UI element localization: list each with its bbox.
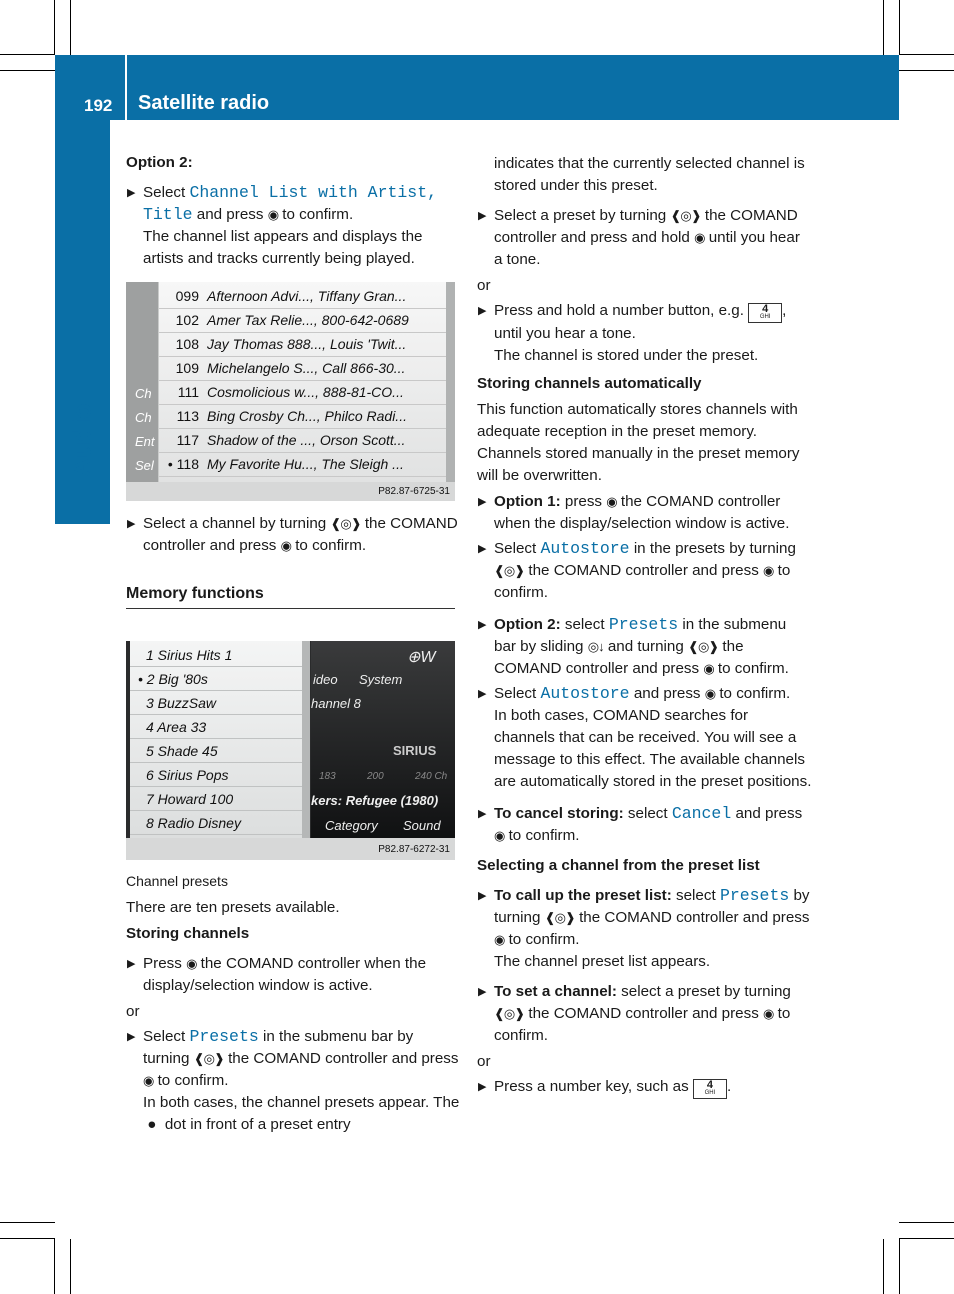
number-key-icon: 4 GHI: [748, 303, 782, 323]
step-note: In both cases, the channel presets appear. The ● dot in front of a preset entry: [143, 1094, 460, 1133]
list-item: 6 Sirius Pops: [130, 763, 302, 787]
crop-mark: [0, 1238, 55, 1239]
header-divider: [125, 55, 127, 120]
instruction-step: ▶ Select Channel List with Artist, Title and press ◉ to confirm.: [127, 183, 437, 224]
step-arrow-icon: ▶: [478, 619, 487, 631]
crop-mark: [899, 70, 954, 71]
list-item: • 118 My Favorite Hu..., The Sleigh ...: [159, 452, 446, 477]
figure-footer: [126, 482, 455, 501]
crop-mark: [70, 0, 71, 55]
list-item: 099 Afternoon Advi..., Tiffany Gran...: [159, 284, 446, 309]
channel-list-screenshot: [126, 282, 455, 501]
crop-mark: [54, 0, 55, 55]
instruction-step: ▶ Option 1: press ◉ the COMAND controller when the display/selection window is active.: [478, 493, 790, 532]
screen-side-menu: Ch Ch Ent Sel: [126, 282, 158, 482]
crop-mark: [899, 1222, 954, 1223]
step-arrow-icon: ▶: [478, 986, 487, 998]
menu-item-code: Presets: [608, 615, 679, 634]
press-controller-icon: ◉: [143, 1073, 154, 1088]
screen-scrollbar: [302, 641, 310, 838]
press-controller-icon: ◉: [186, 956, 197, 971]
step-note: The channel list appears and displays the artists and tracks currently being played.: [143, 228, 423, 267]
list-item: 1 Sirius Hits 1: [130, 643, 302, 667]
continued-text: indicates that the currently selected channel is stored under this preset.: [494, 155, 805, 194]
or-text: or: [477, 277, 491, 294]
step-note: The channel preset list appears.: [494, 953, 711, 970]
crop-mark: [899, 1238, 954, 1239]
list-item: 4 Area 33: [130, 715, 302, 739]
body-text: There are ten presets available.: [126, 899, 340, 916]
crop-mark: [54, 1239, 55, 1294]
step-arrow-icon: ▶: [127, 187, 136, 199]
menu-label: ideo: [313, 672, 338, 687]
frequency-label: 183: [319, 771, 336, 782]
instruction-step: ▶ To call up the preset list: select Presets by turning ❰◎❱ the COMAND controller and press ◉ to confirm.: [477, 885, 812, 951]
instruction-step: ▶ Select Autostore in the presets by turning ❰◎❱ the COMAND controller and press ◉ to confirm.: [478, 539, 796, 601]
page-title: Satellite radio: [138, 92, 270, 114]
heading-rule: [126, 608, 455, 609]
frequency-label: 240 Ch: [415, 771, 448, 782]
press-controller-icon: ◉: [280, 538, 291, 553]
step-arrow-icon: ▶: [127, 1031, 136, 1043]
press-controller-icon: ◉: [763, 563, 774, 578]
or-text: or: [477, 1053, 491, 1070]
press-controller-icon: ◉: [267, 207, 279, 222]
menu-label: Category: [325, 818, 378, 833]
list-item: 117 Shadow of the ..., Orson Scott...: [159, 428, 446, 453]
instruction-step: ▶ Select Presets in the submenu bar by turning ❰◎❱ the COMAND controller and press ◉ to confirm.: [126, 1026, 461, 1092]
step-arrow-icon: ▶: [478, 210, 487, 222]
channel-presets-screenshot: [126, 641, 455, 860]
rotate-controller-icon: ❰◎❱: [544, 910, 575, 925]
brand-logo: SIRIUS: [393, 743, 437, 758]
or-text: or: [126, 1003, 140, 1020]
press-controller-icon: ◉: [494, 932, 505, 947]
press-controller-icon: ◉: [694, 230, 705, 245]
instruction-step: ▶ Press a number key, such as 4 GHI .: [477, 1076, 812, 1099]
instruction-step: ▶ Press ◉ the COMAND controller when the display/selection window is active.: [127, 955, 427, 994]
left-column: [126, 152, 461, 270]
menu-item-code: Autostore: [540, 539, 630, 558]
menu-item-code: Channel List with Artist, Title: [143, 183, 437, 224]
number-key-icon: 4 GHI: [693, 1079, 727, 1099]
page-number: 192: [84, 96, 113, 115]
track-label: kers: Refugee (1980): [311, 793, 439, 808]
step-arrow-icon: ▶: [127, 958, 136, 970]
crop-mark: [883, 1239, 884, 1294]
rotate-controller-icon: ❰◎❱: [688, 639, 719, 654]
menu-item-code: Autostore: [540, 684, 630, 703]
crop-mark: [899, 54, 954, 55]
menu-label: Sound: [403, 818, 441, 833]
press-controller-icon: ◉: [494, 828, 505, 843]
crop-mark: [883, 0, 884, 55]
instruction-step: ▶ To cancel storing: select Cancel and press ◉ to confirm.: [477, 803, 812, 847]
list-item: 5 Shade 45: [130, 739, 302, 763]
rotate-controller-icon: ❰◎❱: [494, 1006, 525, 1021]
instruction-step: ▶ Select a channel by turning ❰◎❱ the COMAND controller and press ◉ to confirm.: [126, 513, 461, 557]
crop-mark: [0, 1222, 55, 1223]
rotate-controller-icon: ❰◎❱: [193, 1051, 224, 1066]
instruction-step: ▶ To set a channel: select a preset by turning ❰◎❱ the COMAND controller and press ◉ to confirm.: [478, 983, 791, 1044]
left-column-bottom: [126, 870, 461, 1136]
list-item: 102 Amer Tax Relie..., 800-642-0689: [159, 308, 446, 333]
rotate-controller-icon: ❰◎❱: [330, 516, 361, 531]
list-item: 7 Howard 100: [130, 787, 302, 811]
rotate-controller-icon: ❰◎❱: [670, 208, 701, 223]
frequency-label: 200: [367, 771, 384, 782]
preset-dot-icon: ●: [143, 1116, 161, 1133]
figure-caption: Channel presets: [126, 873, 228, 889]
instruction-step: ▶ Option 2: select Presets in the submenu bar by sliding ◎↓ and turning ❰◎❱ the COMAND controller and press ◉ to confirm.: [477, 614, 812, 680]
crop-mark: [899, 0, 900, 55]
step-note: In both cases, COMAND searches for channels that can be received. You will see a message to this effect. The available channels are automatically stored in the preset positions.: [494, 707, 812, 790]
menu-item-code: Cancel: [671, 804, 732, 823]
crop-mark: [0, 70, 55, 71]
menu-item-code: Presets: [189, 1027, 259, 1046]
press-controller-icon: ◉: [704, 686, 716, 701]
rotate-controller-icon: ❰◎❱: [494, 563, 525, 578]
step-arrow-icon: ▶: [478, 808, 487, 820]
list-item: 8 Radio Disney: [130, 811, 302, 835]
instruction-step: ▶ Press and hold a number button, e.g. 4 GHI , until you hear a tone.: [478, 302, 787, 342]
list-item: 113 Bing Crosby Ch..., Philco Radi...: [159, 404, 446, 429]
menu-label: System: [359, 672, 403, 687]
subheading: Selecting a channel from the preset list: [477, 857, 760, 874]
press-controller-icon: ◉: [703, 661, 714, 676]
channel-label: hannel 8: [311, 696, 361, 711]
step-arrow-icon: ▶: [478, 305, 487, 317]
instruction-step: ▶ Select a preset by turning ❰◎❱ the COMAND controller and press and hold ◉ until you hear a tone.: [478, 207, 800, 268]
subheading: Storing channels: [126, 925, 250, 942]
list-item: • 2 Big '80s: [130, 667, 302, 691]
list-item: 111 Cosmolicious w..., 888-81-CO...: [159, 380, 446, 405]
press-controller-icon: ◉: [606, 494, 617, 509]
channel-list: [159, 282, 446, 482]
slide-down-controller-icon: ◎↓: [587, 639, 604, 654]
preset-list: [130, 641, 302, 838]
crop-mark: [0, 54, 55, 55]
screen-scrollbar: [446, 282, 455, 482]
menu-item-code: Presets: [719, 886, 790, 905]
background-radio-screen: [311, 641, 455, 838]
figure-footer: [126, 838, 455, 860]
figure-code: P82.87-6725-31: [378, 486, 450, 497]
step-note: The channel is stored under the preset.: [494, 347, 759, 364]
press-controller-icon: ◉: [763, 1006, 774, 1021]
step-arrow-icon: ▶: [478, 543, 487, 555]
list-item: 3 BuzzSaw: [130, 691, 302, 715]
compass-icon: ⊕W: [407, 649, 436, 666]
section-heading: Memory functions: [126, 585, 264, 602]
section-tab-label: Audio: [66, 403, 97, 477]
step-arrow-icon: ▶: [478, 688, 487, 700]
subheading: Storing channels automatically: [477, 375, 702, 392]
step-arrow-icon: ▶: [478, 496, 487, 508]
step-arrow-icon: ▶: [127, 518, 136, 530]
right-column: [477, 153, 812, 1099]
crop-mark: [899, 1239, 900, 1294]
option2-heading: Option 2:: [126, 154, 193, 171]
body-text: This function automatically stores channels with adequate reception in the preset memory. Channels stored manually in the preset memory will be overwritten.: [477, 401, 800, 484]
step-arrow-icon: ▶: [478, 1081, 487, 1093]
list-item: 108 Jay Thomas 888..., Louis 'Twit...: [159, 332, 446, 357]
step-arrow-icon: ▶: [478, 890, 487, 902]
instruction-step: ▶ Select Autostore and press ◉ to confirm.: [478, 684, 791, 703]
list-item: 109 Michelangelo S..., Call 866-30...: [159, 356, 446, 381]
left-column-mid: [126, 513, 461, 609]
figure-code: P82.87-6272-31: [378, 844, 450, 855]
crop-mark: [70, 1239, 71, 1294]
